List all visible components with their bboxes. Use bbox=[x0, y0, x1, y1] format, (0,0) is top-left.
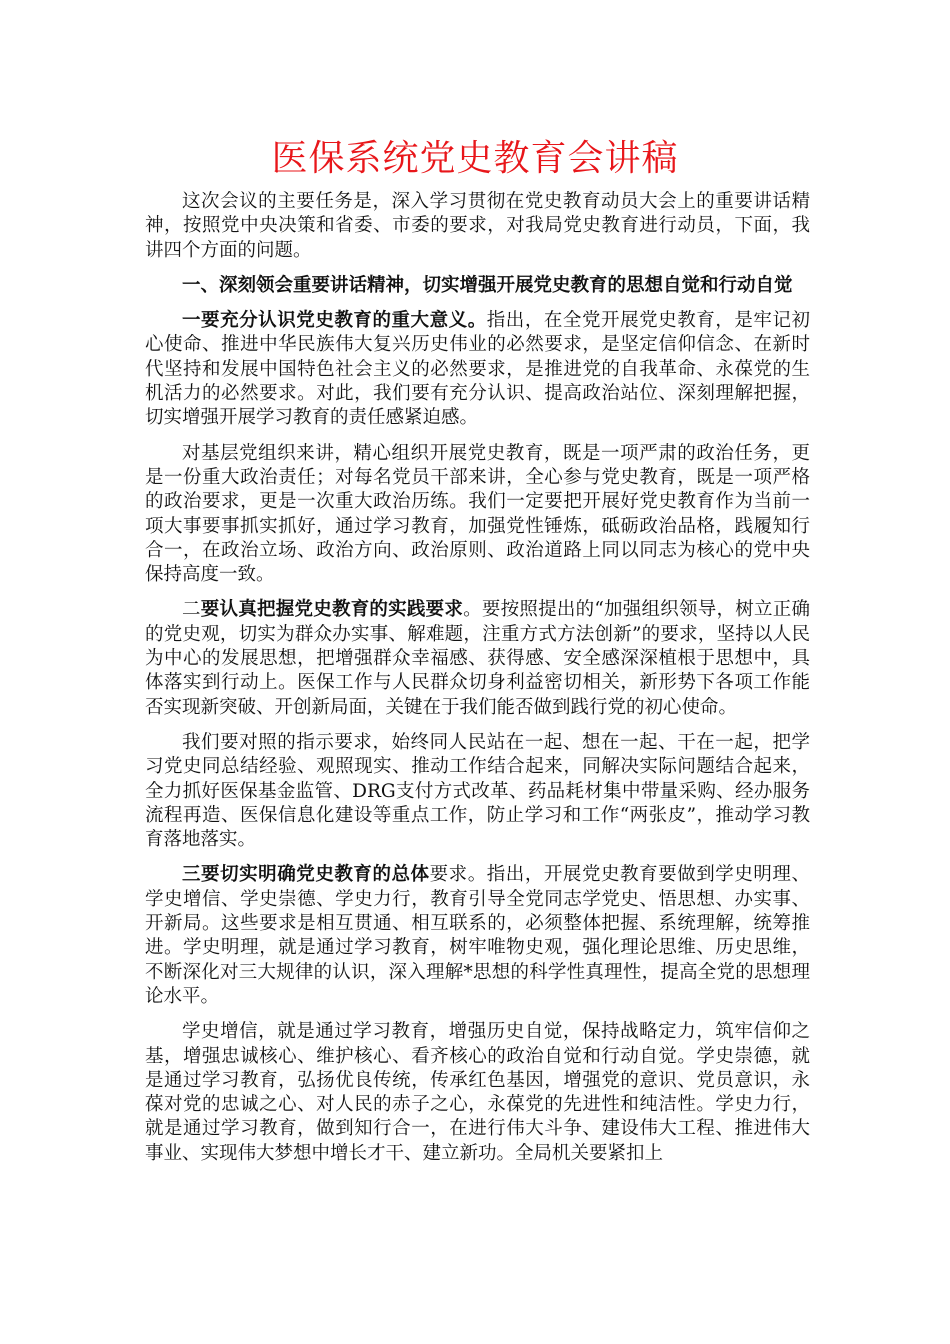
paragraph-5-body: 要求。指出，开展党史教育要做到学史明理、学史增信、学史崇德、学史力行，教育引导全党同志学党史、悟思想、办实事、开新局。这些要求是相互贯通、相互联系的，必须整体把握、系统理解，统筹推进。学史明理，就是通过学习教育，树牢唯物史观，强化理论思维、历史思维，不断深化对三大规律的认识，深入理解*思想的科学性真理性，提高全党的思想理论水平。 bbox=[145, 864, 810, 1007]
paragraph-4: 我们要对照的指示要求，始终同人民站在一起、想在一起、干在一起，把学习党史同总结经验、观照现实、推动工作结合起来，同解决实际问题结合起来，全力抓好医保基金监管、DRG支付方式改革、药品耗材集中带量采购、经办服务流程再造、医保信息化建设等重点工作，防止学习和工作“两张皮”，推动学习教育落地落实。 bbox=[145, 731, 810, 851]
paragraph-1-body: 指出，在全党开展党史教育，是牢记初心使命、推进中华民族伟大复兴历史伟业的必然要求，是坚定信仰信念、在新时代坚持和发展中国特色社会主义的必然要求，是推进党的自我革命、永葆党的生机活力的必然要求。对此，我们要有充分认识、提高政治站位、深刻理解把握，切实增强开展学习教育的责任感紧迫感。 bbox=[145, 310, 810, 429]
paragraph-5-lead: 三要切实明确党史教育的总体 bbox=[182, 864, 430, 886]
paragraph-3-body: 。要按照提出的“加强组织领导，树立正确的党史观，切实为群众办实事、解难题，注重方式方法创新”的要求，坚持以人民为中心的发展思想，把增强群众幸福感、获得感、安全感深深植根于思想中，具体落实到行动上。医保工作与人民群众切身利益密切相关，新形势下各项工作能否实现新突破、开创新局面，关键在于我们能否做到践行党的初心使命。 bbox=[145, 599, 810, 718]
paragraph-3-prefix: 二 bbox=[182, 599, 201, 621]
paragraph-3 bbox=[145, 598, 810, 719]
paragraph-5 bbox=[145, 863, 810, 1009]
intro-paragraph: 这次会议的主要任务是，深入学习贯彻在党史教育动员大会上的重要讲话精神，按照党中央决策和省委、市委的要求，对我局党史教育进行动员，下面，我讲四个方面的问题。 bbox=[145, 191, 810, 261]
section-1-heading: 一、深刻领会重要讲话精神，切实增强开展党史教育的思想自觉和行动自觉 bbox=[182, 274, 793, 296]
paragraph-6: 学史增信，就是通过学习教育，增强历史自觉，保持战略定力，筑牢信仰之基，增强忠诚核心、维护核心、看齐核心的政治自觉和行动自觉。学史崇德，就是通过学习教育，弘扬优良传统，传承红色基因，增强党的意识、党员意识，永葆对党的忠诚之心、对人民的赤子之心，永葆党的先进性和纯洁性。学史力行，就是通过学习教育，做到知行合一，在进行伟大斗争、建设伟大工程、推进伟大事业、实现伟大梦想中增长才干、建立新功。全局机关要紧扣上 bbox=[145, 1021, 810, 1164]
paragraph-2: 对基层党组织来讲，精心组织开展党史教育，既是一项严肃的政治任务，更是一份重大政治责任；对每名党员干部来讲，全心参与党史教育，既是一项严格的政治要求，更是一次重大政治历练。我们一定要把开展好党史教育作为当前一项大事要事抓实抓好，通过学习教育，加强党性锤炼，砥砺政治品格，践履知行合一，在政治立场、政治方向、政治原则、政治道路上同以同志为核心的党中央保持高度一致。 bbox=[145, 442, 810, 586]
document-body bbox=[145, 190, 810, 1177]
paragraph-1 bbox=[145, 309, 810, 430]
paragraph-1-lead: 一要充分认识党史教育的重大意义。 bbox=[182, 310, 487, 332]
document-title: 医保系统党史教育会讲稿 bbox=[271, 138, 679, 179]
paragraph-3-lead: 要认真把握党史教育的实践要求 bbox=[200, 599, 464, 621]
